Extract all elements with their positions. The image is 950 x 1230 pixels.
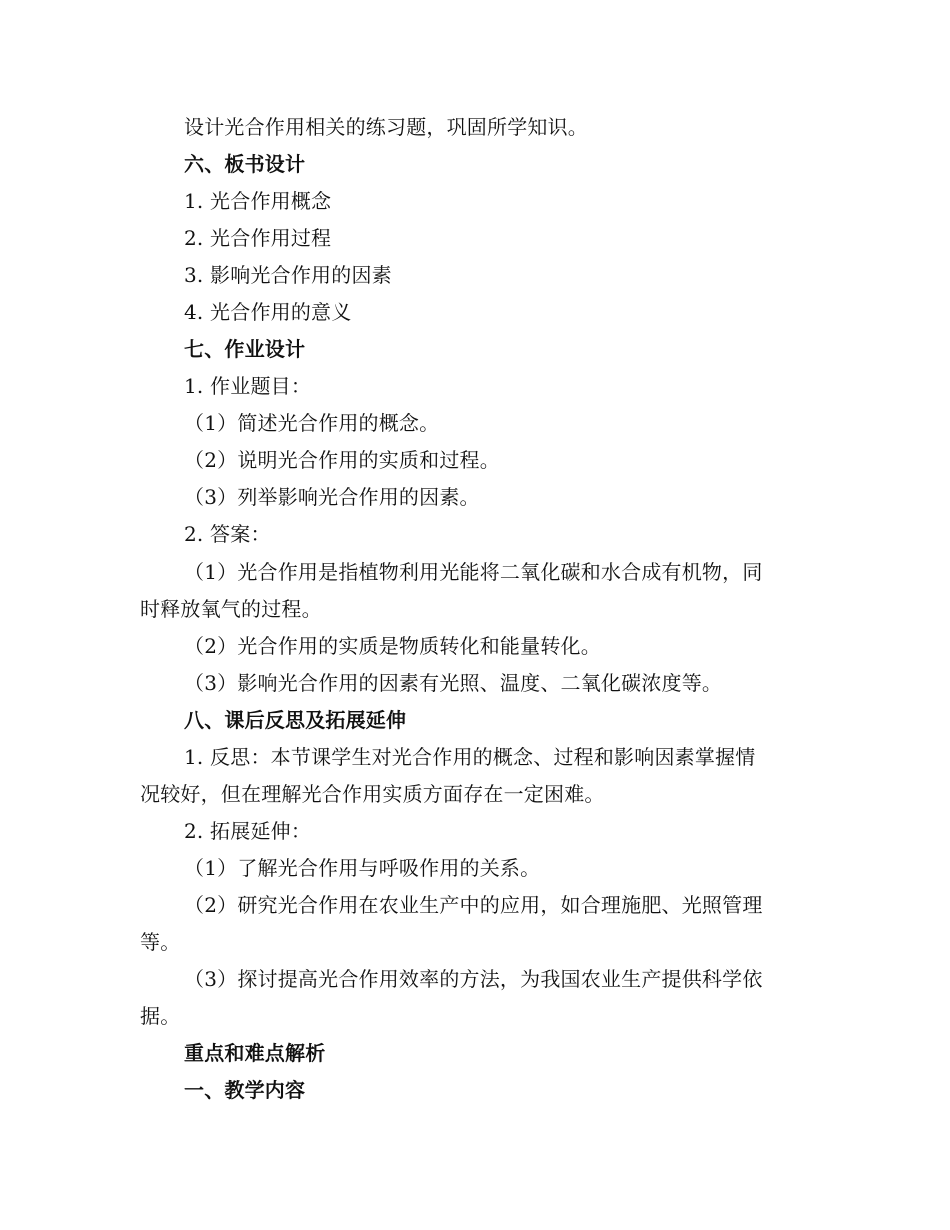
list-item: 1. 作业题目： — [184, 374, 312, 398]
answer-continuation: 时释放氧气的过程。 — [140, 597, 322, 621]
answer-item: （2）光合作用的实质是物质转化和能量转化。 — [184, 634, 601, 658]
section-heading-key-points: 重点和难点解析 — [184, 1041, 326, 1065]
section-heading-board-design: 六、板书设计 — [184, 152, 306, 176]
answer-item: （3）影响光合作用的因素有光照、温度、二氧化碳浓度等。 — [184, 671, 723, 695]
section-heading-homework: 七、作业设计 — [184, 337, 306, 361]
list-item: 1. 反思：本节课学生对光合作用的概念、过程和影响因素掌握情 — [184, 745, 756, 769]
extension-item: （3）探讨提高光合作用效率的方法，为我国农业生产提供科学依 — [184, 967, 763, 991]
paragraph-line: 设计光合作用相关的练习题，巩固所学知识。 — [184, 115, 588, 139]
section-heading-reflection: 八、课后反思及拓展延伸 — [184, 708, 407, 732]
question-item: （3）列举影响光合作用的因素。 — [184, 485, 480, 509]
list-item: 4. 光合作用的意义 — [184, 300, 352, 324]
extension-item: （1）了解光合作用与呼吸作用的关系。 — [184, 856, 541, 880]
extension-continuation: 等。 — [140, 930, 181, 954]
list-item: 1. 光合作用概念 — [184, 189, 332, 213]
question-item: （2）说明光合作用的实质和过程。 — [184, 448, 500, 472]
answer-item: （1）光合作用是指植物利用光能将二氧化碳和水合成有机物，同 — [184, 560, 763, 584]
list-item: 2. 答案： — [184, 522, 271, 546]
extension-item: （2）研究光合作用在农业生产中的应用，如合理施肥、光照管理 — [184, 893, 763, 917]
section-heading-teaching-content: 一、教学内容 — [184, 1078, 306, 1102]
extension-continuation: 据。 — [140, 1004, 181, 1028]
list-item: 2. 光合作用过程 — [184, 226, 332, 250]
list-item: 2. 拓展延伸： — [184, 819, 312, 843]
question-item: （1）简述光合作用的概念。 — [184, 411, 440, 435]
paragraph-continuation: 况较好，但在理解光合作用实质方面存在一定困难。 — [140, 782, 605, 806]
list-item: 3. 影响光合作用的因素 — [184, 263, 392, 287]
